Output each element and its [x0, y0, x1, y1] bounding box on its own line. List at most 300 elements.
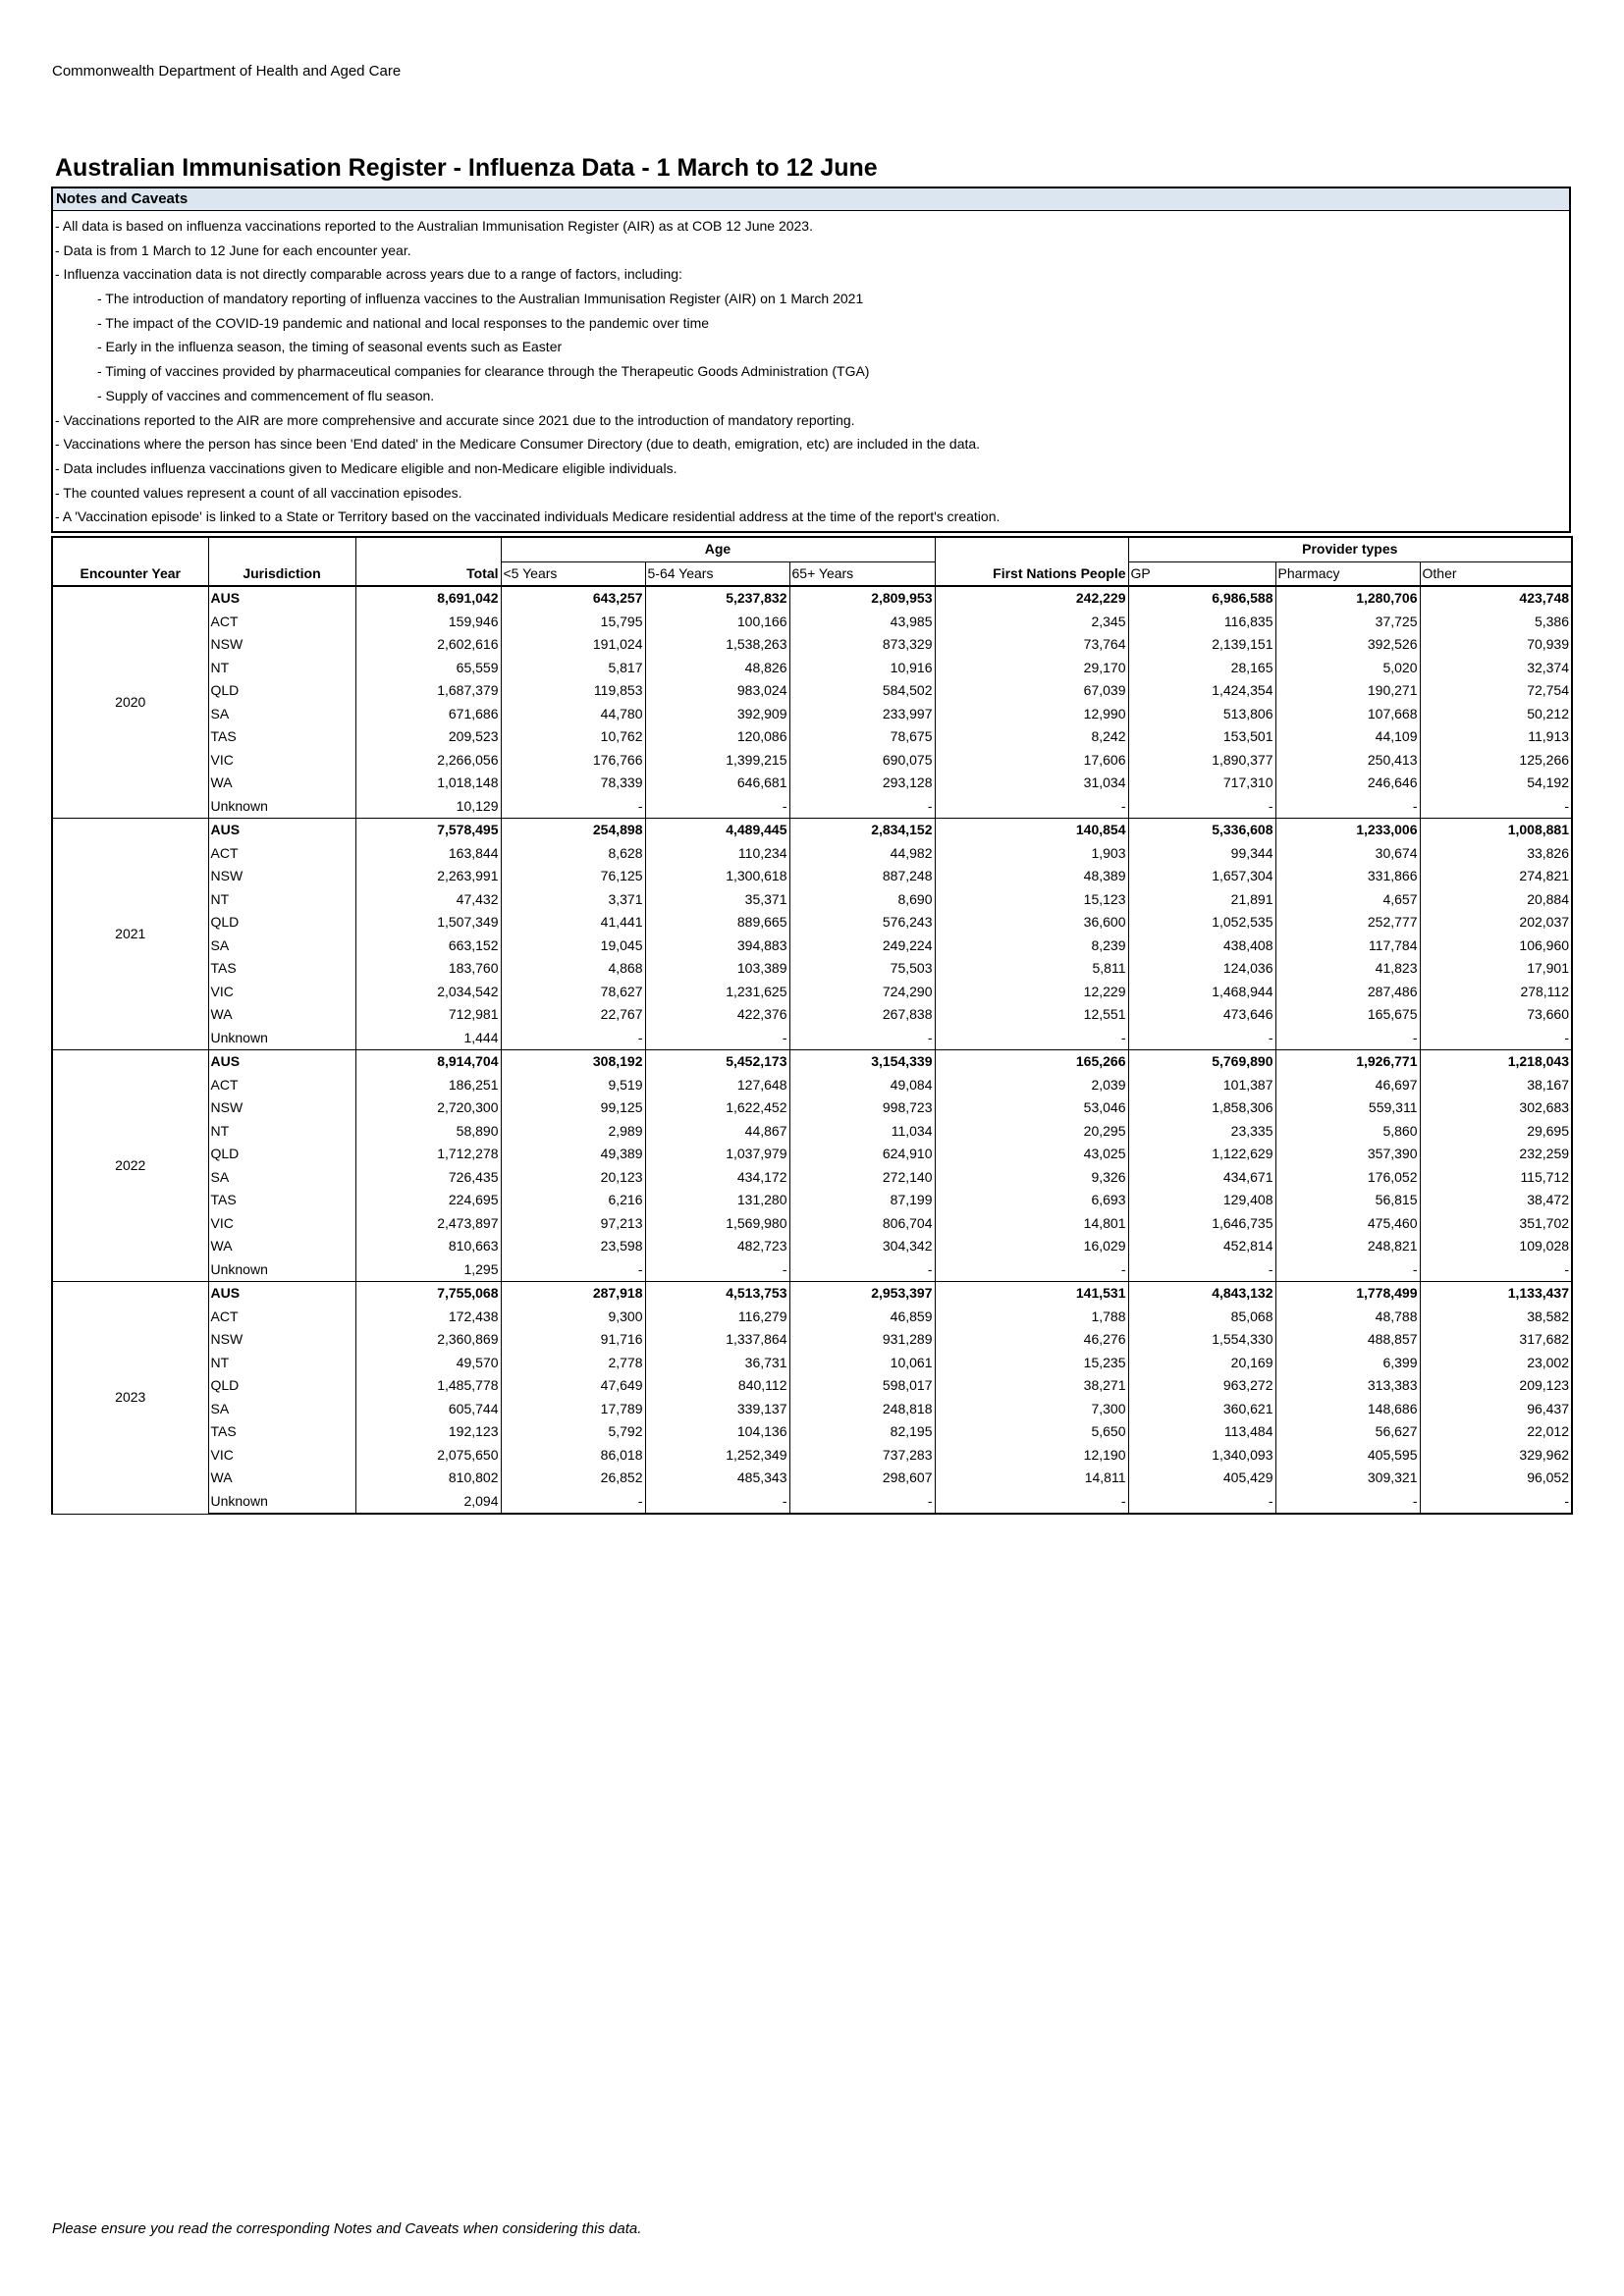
value-cell: 49,570	[355, 1352, 501, 1375]
value-cell: 434,172	[645, 1166, 789, 1190]
value-cell: 438,408	[1128, 934, 1275, 958]
value-cell: 1,858,306	[1128, 1096, 1275, 1120]
value-cell: 100,166	[645, 611, 789, 634]
value-cell: 48,788	[1275, 1306, 1420, 1329]
value-cell: 643,257	[501, 586, 645, 611]
value-cell: 101,387	[1128, 1074, 1275, 1097]
value-cell: 233,997	[789, 703, 935, 726]
value-cell: 1,037,979	[645, 1143, 789, 1166]
value-cell: 41,441	[501, 911, 645, 934]
value-cell: 287,486	[1275, 981, 1420, 1004]
col-5-64: 5-64 Years	[645, 561, 789, 586]
value-cell: 15,235	[935, 1352, 1128, 1375]
value-cell: 110,234	[645, 842, 789, 866]
jurisdiction-cell: QLD	[208, 911, 355, 934]
value-cell: 1,008,881	[1420, 819, 1572, 842]
value-cell: 4,489,445	[645, 819, 789, 842]
value-cell: 1,052,535	[1128, 911, 1275, 934]
value-cell: 8,239	[935, 934, 1128, 958]
value-cell: 360,621	[1128, 1398, 1275, 1421]
jurisdiction-cell: QLD	[208, 679, 355, 703]
value-cell: 1,399,215	[645, 749, 789, 773]
value-cell: 810,663	[355, 1235, 501, 1258]
value-cell: 22,012	[1420, 1420, 1572, 1444]
value-cell: 20,169	[1128, 1352, 1275, 1375]
note-line: - The counted values represent a count of all vaccination episodes.	[55, 484, 462, 501]
note-line: - Vaccinations reported to the AIR are more comprehensive and accurate since 2021 due to the introduction of mandatory reporting.	[55, 411, 855, 428]
value-cell: 8,628	[501, 842, 645, 866]
value-cell: 1,507,349	[355, 911, 501, 934]
value-cell: 47,432	[355, 888, 501, 912]
value-cell: 840,112	[645, 1374, 789, 1398]
value-cell: 2,034,542	[355, 981, 501, 1004]
value-cell: 2,139,151	[1128, 633, 1275, 657]
value-cell: 117,784	[1275, 934, 1420, 958]
value-cell: 20,295	[935, 1120, 1128, 1144]
value-cell: 31,034	[935, 772, 1128, 795]
value-cell: 9,326	[935, 1166, 1128, 1190]
value-cell: -	[501, 1258, 645, 1282]
value-cell: 559,311	[1275, 1096, 1420, 1120]
value-cell: 26,852	[501, 1467, 645, 1490]
value-cell: 14,801	[935, 1212, 1128, 1236]
value-cell: 78,339	[501, 772, 645, 795]
table-row	[52, 1467, 1572, 1490]
value-cell: 116,835	[1128, 611, 1275, 634]
table-row	[52, 1444, 1572, 1468]
value-cell: 8,690	[789, 888, 935, 912]
jurisdiction-cell: TAS	[208, 725, 355, 749]
value-cell: 12,229	[935, 981, 1128, 1004]
value-cell: 10,129	[355, 795, 501, 819]
value-cell: 7,300	[935, 1398, 1128, 1421]
table-row	[52, 1398, 1572, 1421]
value-cell: 5,769,890	[1128, 1050, 1275, 1074]
value-cell: 1,657,304	[1128, 865, 1275, 888]
value-cell: 422,376	[645, 1003, 789, 1027]
value-cell: 1,538,263	[645, 633, 789, 657]
value-cell: 115,712	[1420, 1166, 1572, 1190]
value-cell: -	[1275, 1027, 1420, 1050]
notes-body	[53, 211, 1569, 531]
value-cell: 165,675	[1275, 1003, 1420, 1027]
value-cell: 23,335	[1128, 1120, 1275, 1144]
table-row	[52, 1235, 1572, 1258]
value-cell: 48,389	[935, 865, 1128, 888]
value-cell: 2,345	[935, 611, 1128, 634]
value-cell: 119,853	[501, 679, 645, 703]
table-row	[52, 1120, 1572, 1144]
value-cell: 140,854	[935, 819, 1128, 842]
value-cell: 36,600	[935, 911, 1128, 934]
value-cell: 47,649	[501, 1374, 645, 1398]
value-cell: 44,867	[645, 1120, 789, 1144]
value-cell: 190,271	[1275, 679, 1420, 703]
value-cell: 308,192	[501, 1050, 645, 1074]
value-cell: 1,622,452	[645, 1096, 789, 1120]
value-cell: 16,029	[935, 1235, 1128, 1258]
value-cell: 1,295	[355, 1258, 501, 1282]
value-cell: 116,279	[645, 1306, 789, 1329]
value-cell: 329,962	[1420, 1444, 1572, 1468]
value-cell: 183,760	[355, 957, 501, 981]
value-cell: 28,165	[1128, 657, 1275, 680]
value-cell: -	[1420, 1490, 1572, 1515]
value-cell: 405,595	[1275, 1444, 1420, 1468]
table-row	[52, 1143, 1572, 1166]
jurisdiction-cell: VIC	[208, 981, 355, 1004]
col-gp: GP	[1128, 561, 1275, 586]
value-cell: 1,926,771	[1275, 1050, 1420, 1074]
value-cell: 48,826	[645, 657, 789, 680]
value-cell: 712,981	[355, 1003, 501, 1027]
value-cell: 15,795	[501, 611, 645, 634]
value-cell: 97,213	[501, 1212, 645, 1236]
value-cell: 6,216	[501, 1189, 645, 1212]
col-pharmacy: Pharmacy	[1275, 561, 1420, 586]
value-cell: 250,413	[1275, 749, 1420, 773]
note-line: - Influenza vaccination data is not directly comparable across years due to a range of factors, including:	[55, 266, 682, 283]
value-cell: -	[501, 795, 645, 819]
value-cell: 176,766	[501, 749, 645, 773]
value-cell: 475,460	[1275, 1212, 1420, 1236]
value-cell: 50,212	[1420, 703, 1572, 726]
jurisdiction-cell: NSW	[208, 1096, 355, 1120]
value-cell: 46,276	[935, 1328, 1128, 1352]
value-cell: 4,868	[501, 957, 645, 981]
value-cell: 434,671	[1128, 1166, 1275, 1190]
value-cell: 46,859	[789, 1306, 935, 1329]
table-row	[52, 749, 1572, 773]
value-cell: 737,283	[789, 1444, 935, 1468]
value-cell: 120,086	[645, 725, 789, 749]
value-cell: 224,695	[355, 1189, 501, 1212]
value-cell: 267,838	[789, 1003, 935, 1027]
value-cell: 129,408	[1128, 1189, 1275, 1212]
value-cell: 7,578,495	[355, 819, 501, 842]
value-cell: 1,280,706	[1275, 586, 1420, 611]
value-cell: 148,686	[1275, 1398, 1420, 1421]
jurisdiction-cell: Unknown	[208, 1258, 355, 1282]
value-cell: 37,725	[1275, 611, 1420, 634]
value-cell: 56,815	[1275, 1189, 1420, 1212]
value-cell: 6,986,588	[1128, 586, 1275, 611]
value-cell: -	[935, 1258, 1128, 1282]
value-cell: 5,386	[1420, 611, 1572, 634]
value-cell: 249,224	[789, 934, 935, 958]
value-cell: 405,429	[1128, 1467, 1275, 1490]
table-row	[52, 911, 1572, 934]
table-row	[52, 1328, 1572, 1352]
value-cell: 209,523	[355, 725, 501, 749]
value-cell: 598,017	[789, 1374, 935, 1398]
value-cell: 73,660	[1420, 1003, 1572, 1027]
value-cell: 274,821	[1420, 865, 1572, 888]
value-cell: 317,682	[1420, 1328, 1572, 1352]
value-cell: 887,248	[789, 865, 935, 888]
value-cell: 36,731	[645, 1352, 789, 1375]
value-cell: 272,140	[789, 1166, 935, 1190]
value-cell: 153,501	[1128, 725, 1275, 749]
value-cell: 9,519	[501, 1074, 645, 1097]
col-total: Total	[355, 561, 501, 586]
value-cell: 2,094	[355, 1490, 501, 1515]
value-cell: 1,687,379	[355, 679, 501, 703]
value-cell: -	[1128, 795, 1275, 819]
value-cell: 9,300	[501, 1306, 645, 1329]
value-cell: 4,657	[1275, 888, 1420, 912]
value-cell: 73,764	[935, 633, 1128, 657]
value-cell: 35,371	[645, 888, 789, 912]
jurisdiction-cell: VIC	[208, 749, 355, 773]
jurisdiction-cell: NT	[208, 888, 355, 912]
value-cell: 1,218,043	[1420, 1050, 1572, 1074]
value-cell: 717,310	[1128, 772, 1275, 795]
jurisdiction-cell: AUS	[208, 1282, 355, 1306]
encounter-year-cell: 2020	[52, 586, 208, 819]
value-cell: 5,237,832	[645, 586, 789, 611]
value-cell: 91,716	[501, 1328, 645, 1352]
value-cell: -	[1420, 795, 1572, 819]
table-row	[52, 1258, 1572, 1282]
value-cell: 176,052	[1275, 1166, 1420, 1190]
value-cell: 29,695	[1420, 1120, 1572, 1144]
value-cell: 29,170	[935, 657, 1128, 680]
value-cell: -	[935, 1490, 1128, 1515]
col-under-5: <5 Years	[501, 561, 645, 586]
table-row	[52, 1074, 1572, 1097]
value-cell: 3,154,339	[789, 1050, 935, 1074]
value-cell: 5,860	[1275, 1120, 1420, 1144]
age-group-header: Age	[501, 537, 935, 561]
value-cell: 17,789	[501, 1398, 645, 1421]
value-cell: 1,788	[935, 1306, 1128, 1329]
table-row	[52, 957, 1572, 981]
value-cell: 1,233,006	[1275, 819, 1420, 842]
table-row	[52, 865, 1572, 888]
jurisdiction-cell: SA	[208, 1166, 355, 1190]
encounter-year-cell: 2022	[52, 1050, 208, 1282]
value-cell: 38,167	[1420, 1074, 1572, 1097]
value-cell: 22,767	[501, 1003, 645, 1027]
value-cell: -	[789, 1027, 935, 1050]
value-cell: 43,985	[789, 611, 935, 634]
table-row	[52, 1050, 1572, 1074]
jurisdiction-cell: ACT	[208, 842, 355, 866]
value-cell: 202,037	[1420, 911, 1572, 934]
value-cell: 124,036	[1128, 957, 1275, 981]
value-cell: 32,374	[1420, 657, 1572, 680]
jurisdiction-cell: Unknown	[208, 1027, 355, 1050]
value-cell: -	[1128, 1027, 1275, 1050]
value-cell: 2,266,056	[355, 749, 501, 773]
value-cell: 30,674	[1275, 842, 1420, 866]
value-cell: -	[645, 1258, 789, 1282]
value-cell: 70,939	[1420, 633, 1572, 657]
value-cell: 2,473,897	[355, 1212, 501, 1236]
page-title: Australian Immunisation Register - Influenza Data - 1 March to 12 June	[55, 154, 878, 182]
value-cell: 5,452,173	[645, 1050, 789, 1074]
value-cell: -	[935, 1027, 1128, 1050]
table-row	[52, 1374, 1572, 1398]
value-cell: 5,817	[501, 657, 645, 680]
jurisdiction-cell: WA	[208, 1467, 355, 1490]
jurisdiction-cell: WA	[208, 772, 355, 795]
value-cell: 690,075	[789, 749, 935, 773]
value-cell: 10,061	[789, 1352, 935, 1375]
value-cell: -	[1275, 1258, 1420, 1282]
value-cell: 12,990	[935, 703, 1128, 726]
value-cell: 4,843,132	[1128, 1282, 1275, 1306]
jurisdiction-cell: AUS	[208, 586, 355, 611]
jurisdiction-cell: WA	[208, 1235, 355, 1258]
value-cell: -	[789, 1258, 935, 1282]
value-cell: 873,329	[789, 633, 935, 657]
value-cell: 56,627	[1275, 1420, 1420, 1444]
value-cell: 3,371	[501, 888, 645, 912]
table-row	[52, 1166, 1572, 1190]
value-cell: 41,823	[1275, 957, 1420, 981]
notes-heading: Notes and Caveats	[53, 188, 1569, 211]
value-cell: -	[1420, 1027, 1572, 1050]
value-cell: 663,152	[355, 934, 501, 958]
organisation-header: Commonwealth Department of Health and Aged Care	[52, 63, 402, 80]
influenza-data-table	[51, 536, 1573, 1515]
value-cell: 5,650	[935, 1420, 1128, 1444]
value-cell: 983,024	[645, 679, 789, 703]
value-cell: 889,665	[645, 911, 789, 934]
value-cell: 1,231,625	[645, 981, 789, 1004]
table-row	[52, 934, 1572, 958]
value-cell: 72,754	[1420, 679, 1572, 703]
value-cell: 242,229	[935, 586, 1128, 611]
value-cell: 99,125	[501, 1096, 645, 1120]
note-line: - Data includes influenza vaccinations given to Medicare eligible and non-Medicare eligible individuals.	[55, 459, 677, 476]
column-header-row	[52, 561, 1572, 586]
col-jurisdiction: Jurisdiction	[208, 561, 355, 586]
value-cell: 5,336,608	[1128, 819, 1275, 842]
value-cell: 1,468,944	[1128, 981, 1275, 1004]
value-cell: 131,280	[645, 1189, 789, 1212]
value-cell: 23,002	[1420, 1352, 1572, 1375]
value-cell: 49,084	[789, 1074, 935, 1097]
table-row	[52, 1096, 1572, 1120]
value-cell: 998,723	[789, 1096, 935, 1120]
value-cell: 1,903	[935, 842, 1128, 866]
jurisdiction-cell: SA	[208, 934, 355, 958]
value-cell: 6,693	[935, 1189, 1128, 1212]
value-cell: 65,559	[355, 657, 501, 680]
value-cell: 107,668	[1275, 703, 1420, 726]
jurisdiction-cell: Unknown	[208, 795, 355, 819]
value-cell: 806,704	[789, 1212, 935, 1236]
value-cell: 99,344	[1128, 842, 1275, 866]
value-cell: 302,683	[1420, 1096, 1572, 1120]
value-cell: 4,513,753	[645, 1282, 789, 1306]
table-row	[52, 1027, 1572, 1050]
value-cell: 38,271	[935, 1374, 1128, 1398]
encounter-year-cell: 2021	[52, 819, 208, 1050]
table-row	[52, 611, 1572, 634]
note-line: - Supply of vaccines and commencement of flu season.	[97, 387, 435, 403]
value-cell: 392,526	[1275, 633, 1420, 657]
table-row	[52, 657, 1572, 680]
value-cell: 1,337,864	[645, 1328, 789, 1352]
value-cell: 165,266	[935, 1050, 1128, 1074]
value-cell: 33,826	[1420, 842, 1572, 866]
table-row	[52, 586, 1572, 611]
jurisdiction-cell: ACT	[208, 611, 355, 634]
note-line: - Data is from 1 March to 12 June for each encounter year.	[55, 241, 411, 258]
table-row	[52, 1282, 1572, 1306]
value-cell: 357,390	[1275, 1143, 1420, 1166]
value-cell: 86,018	[501, 1444, 645, 1468]
jurisdiction-cell: ACT	[208, 1074, 355, 1097]
table-row	[52, 819, 1572, 842]
jurisdiction-cell: SA	[208, 1398, 355, 1421]
value-cell: 20,123	[501, 1166, 645, 1190]
footer-note: Please ensure you read the corresponding Notes and Caveats when considering this data.	[52, 2220, 642, 2237]
value-cell: 44,109	[1275, 725, 1420, 749]
table-row	[52, 679, 1572, 703]
value-cell: 482,723	[645, 1235, 789, 1258]
value-cell: 44,982	[789, 842, 935, 866]
jurisdiction-cell: ACT	[208, 1306, 355, 1329]
value-cell: 12,551	[935, 1003, 1128, 1027]
value-cell: 452,814	[1128, 1235, 1275, 1258]
value-cell: 394,883	[645, 934, 789, 958]
value-cell: 209,123	[1420, 1374, 1572, 1398]
jurisdiction-cell: AUS	[208, 819, 355, 842]
value-cell: 1,778,499	[1275, 1282, 1420, 1306]
value-cell: 584,502	[789, 679, 935, 703]
table-row	[52, 772, 1572, 795]
value-cell: 1,340,093	[1128, 1444, 1275, 1468]
value-cell: 8,242	[935, 725, 1128, 749]
value-cell: 127,648	[645, 1074, 789, 1097]
col-encounter-year: Encounter Year	[52, 561, 208, 586]
value-cell: 339,137	[645, 1398, 789, 1421]
value-cell: 78,675	[789, 725, 935, 749]
value-cell: 1,300,618	[645, 865, 789, 888]
value-cell: 11,913	[1420, 725, 1572, 749]
value-cell: 810,802	[355, 1467, 501, 1490]
value-cell: 488,857	[1275, 1328, 1420, 1352]
value-cell: 75,503	[789, 957, 935, 981]
note-line: - A 'Vaccination episode' is linked to a State or Territory based on the vaccinated individuals Medicare residential address at the time of the report's creation.	[55, 508, 1001, 525]
jurisdiction-cell: WA	[208, 1003, 355, 1027]
value-cell: 46,697	[1275, 1074, 1420, 1097]
value-cell: 6,399	[1275, 1352, 1420, 1375]
table-row	[52, 1490, 1572, 1515]
value-cell: 246,646	[1275, 772, 1420, 795]
value-cell: 104,136	[645, 1420, 789, 1444]
value-cell: 2,263,991	[355, 865, 501, 888]
jurisdiction-cell: QLD	[208, 1143, 355, 1166]
value-cell: 1,569,980	[645, 1212, 789, 1236]
note-line: - The introduction of mandatory reporting of influenza vaccines to the Australian Immunisation Register (AIR) on 1 March 2021	[97, 291, 864, 307]
value-cell: 423,748	[1420, 586, 1572, 611]
value-cell: 1,646,735	[1128, 1212, 1275, 1236]
value-cell: 96,437	[1420, 1398, 1572, 1421]
value-cell: 43,025	[935, 1143, 1128, 1166]
value-cell: 726,435	[355, 1166, 501, 1190]
value-cell: 53,046	[935, 1096, 1128, 1120]
value-cell: -	[501, 1490, 645, 1515]
value-cell: 624,910	[789, 1143, 935, 1166]
jurisdiction-cell: VIC	[208, 1212, 355, 1236]
value-cell: 1,890,377	[1128, 749, 1275, 773]
